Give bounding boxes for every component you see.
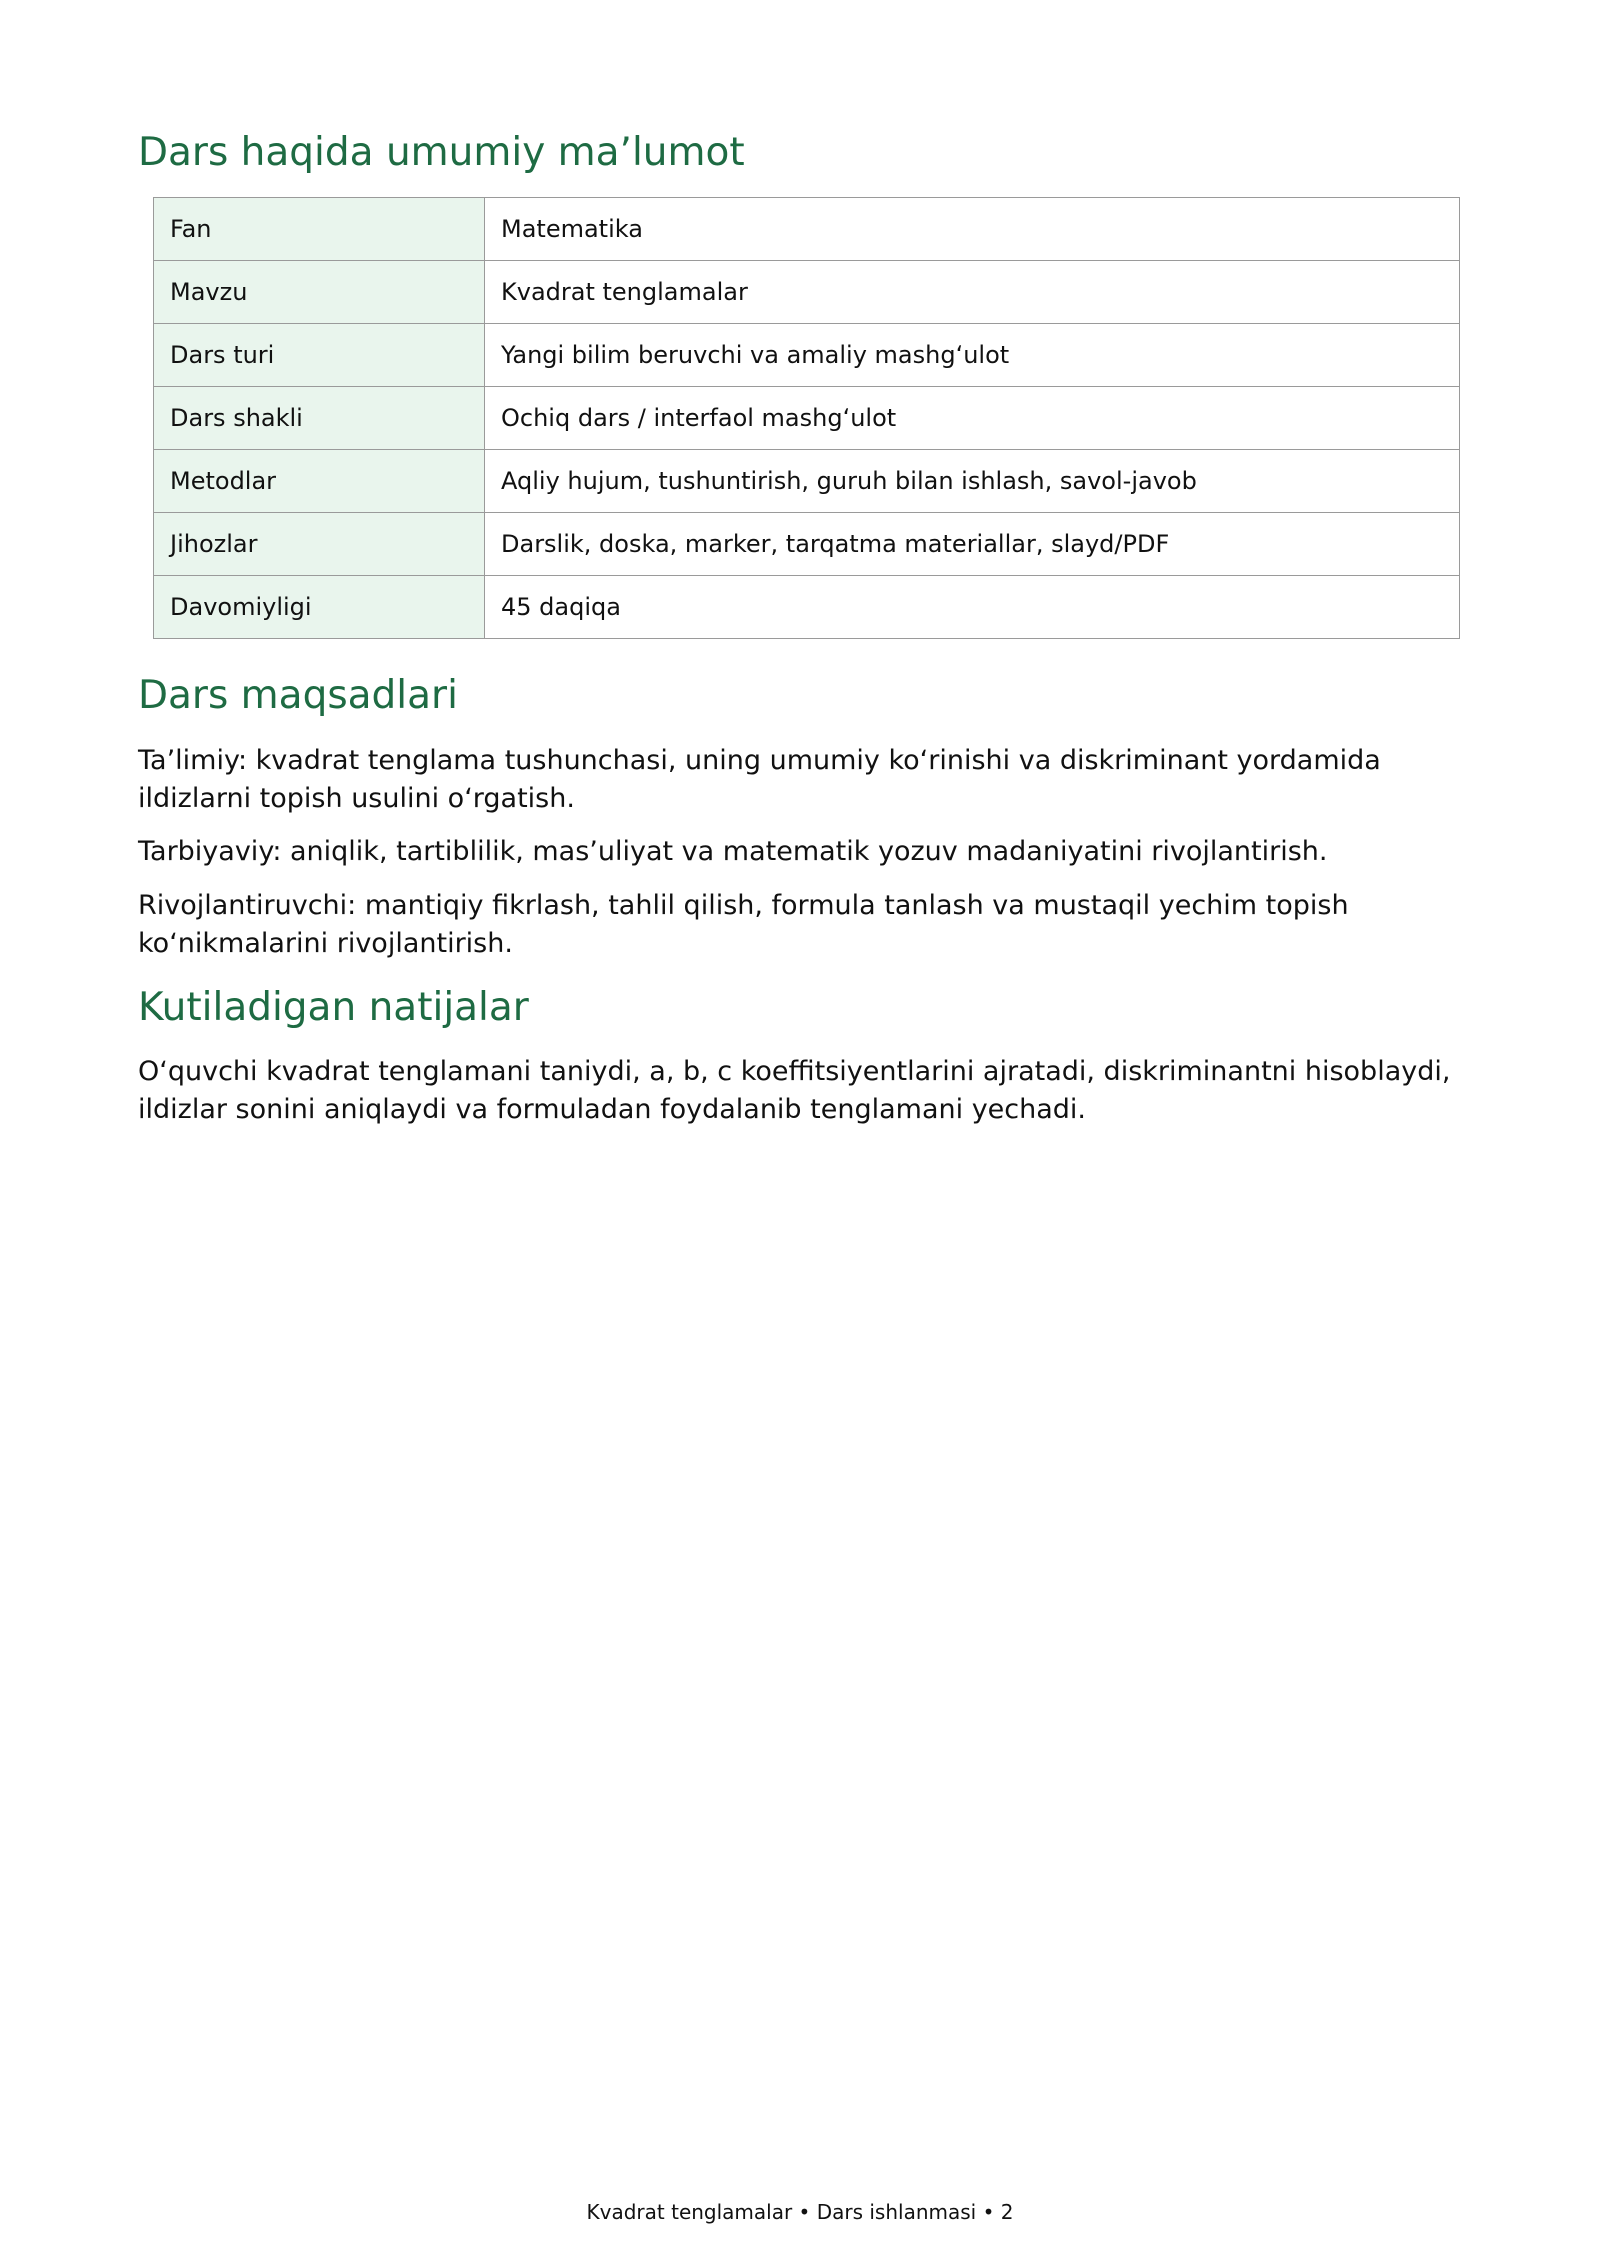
table-value-cell: Aqliy hujum, tushuntirish, guruh bilan ishlash, savol-javob xyxy=(485,450,1460,513)
table-key-cell: Mavzu xyxy=(154,261,485,324)
goal-paragraph: Ta’limiy: kvadrat tenglama tushunchasi, uning umumiy koʻrinishi va diskriminant yordamida ildizlarni topish usulini oʻrgatish. xyxy=(138,745,1381,814)
table-value-cell: Kvadrat tenglamalar xyxy=(485,261,1460,324)
section-heading-info: Dars haqida umumiy ma’lumot xyxy=(138,130,745,175)
table-row xyxy=(154,261,1460,324)
table-value-cell: 45 daqiqa xyxy=(485,576,1460,639)
table-key-cell: Dars turi xyxy=(154,324,485,387)
table-value-cell: Darslik, doska, marker, tarqatma materiallar, slayd/PDF xyxy=(485,513,1460,576)
table-value-cell: Yangi bilim beruvchi va amaliy mashgʻulot xyxy=(485,324,1460,387)
goal-paragraph: Rivojlantiruvchi: mantiqiy fikrlash, tahlil qilish, formula tanlash va mustaqil yechim topish koʻnikmalarini rivojlantirish. xyxy=(138,890,1349,959)
lesson-info-table xyxy=(153,197,1460,639)
table-key-cell: Davomiyligi xyxy=(154,576,485,639)
result-paragraph: Oʻquvchi kvadrat tenglamani taniydi, a, b, c koeffitsiyentlarini ajratadi, diskriminantni hisoblaydi, ildizlar sonini aniqlaydi va formuladan foydalanib tenglamani yechadi. xyxy=(138,1056,1451,1125)
table-row xyxy=(154,198,1460,261)
section-heading-goals: Dars maqsadlari xyxy=(138,673,458,718)
table-key-cell: Fan xyxy=(154,198,485,261)
table-key-cell: Jihozlar xyxy=(154,513,485,576)
table-key-cell: Metodlar xyxy=(154,450,485,513)
table-row xyxy=(154,387,1460,450)
section-heading-results: Kutiladigan natijalar xyxy=(138,985,529,1030)
table-row xyxy=(154,450,1460,513)
page-footer: Kvadrat tenglamalar • Dars ishlanmasi • 2 xyxy=(586,2200,1014,2224)
table-value-cell: Ochiq dars / interfaol mashgʻulot xyxy=(485,387,1460,450)
table-row xyxy=(154,513,1460,576)
goal-paragraph: Tarbiyaviy: aniqlik, tartiblilik, mas’uliyat va matematik yozuv madaniyatini rivojlantirish. xyxy=(138,836,1328,867)
table-key-cell: Dars shakli xyxy=(154,387,485,450)
table-value-cell: Matematika xyxy=(485,198,1460,261)
table-row xyxy=(154,576,1460,639)
table-row xyxy=(154,324,1460,387)
